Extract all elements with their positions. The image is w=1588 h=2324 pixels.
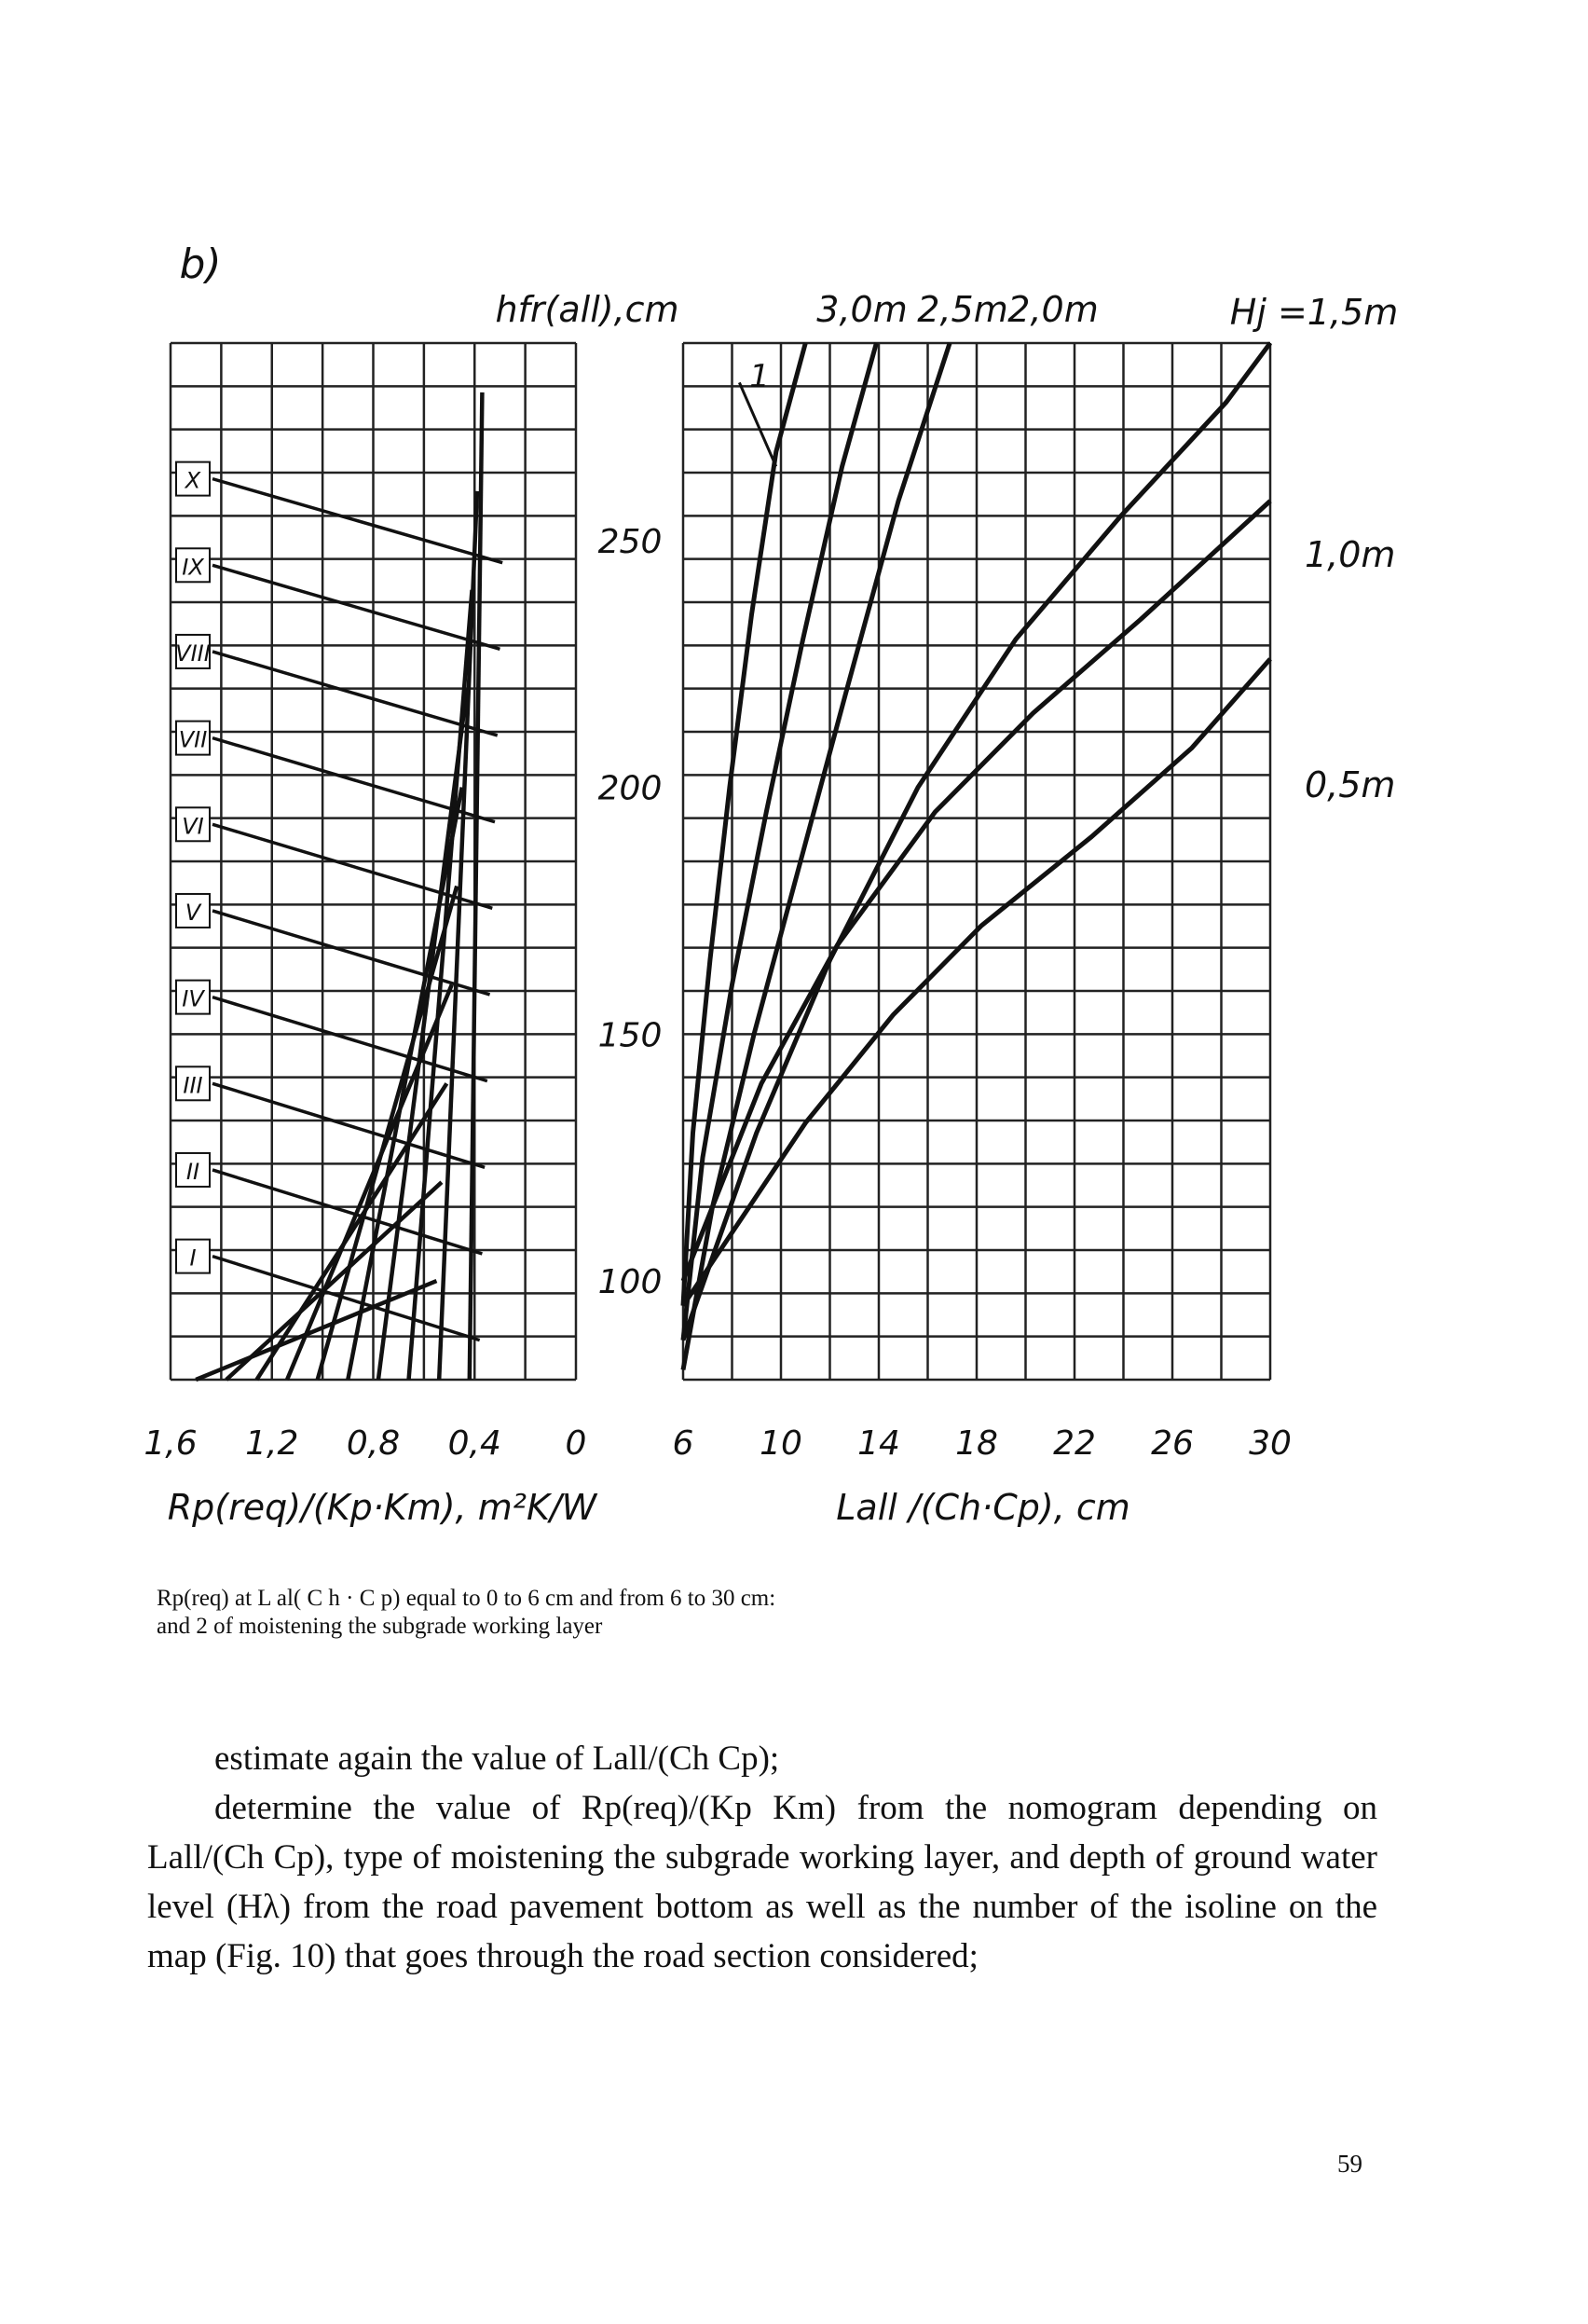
caption-line-1: Rp(req) at L al( C h · C p) equal to 0 to 6 cm and from 6 to 30 cm: — [157, 1586, 776, 1611]
center-tick-label: 100 — [597, 1263, 663, 1302]
curve-label-3m: 3,0m — [816, 289, 908, 330]
series-line — [683, 343, 876, 1341]
moistening-line — [212, 479, 502, 563]
curve-label-05m: 0,5m — [1305, 764, 1396, 805]
moistening-line — [212, 1083, 485, 1167]
moistening-label: V — [185, 899, 201, 926]
left-tick-label: 0,8 — [346, 1424, 401, 1463]
left-grid — [171, 343, 576, 1380]
moistening-line — [212, 652, 498, 736]
left-x-axis-title: Rp(req)/(Kp·Km), m²K/W — [167, 1487, 597, 1528]
left-panel-lines — [175, 392, 502, 1380]
moistening-label: I — [189, 1245, 197, 1272]
center-axis-title: hfr(all),cm — [495, 289, 679, 330]
moistening-label: VII — [178, 726, 208, 753]
body-text — [147, 1734, 1377, 1981]
center-tick-label: 250 — [597, 522, 663, 561]
page-number: 59 — [1337, 2150, 1362, 2178]
moistening-label: III — [183, 1072, 203, 1099]
curve-label-2-5m: 2,5m — [917, 289, 1008, 330]
right-tick-label: 30 — [1249, 1424, 1292, 1463]
moistening-label: IV — [182, 985, 204, 1012]
moistening-label: IX — [182, 554, 204, 581]
right-x-axis-title: Lall /(Ch·Cp), cm — [836, 1487, 1130, 1528]
paragraph-1: estimate again the value of Lall/(Ch Cp); — [214, 1740, 780, 1778]
moistening-line — [212, 997, 487, 1081]
curve-label-hj: Hj =1,5m — [1229, 292, 1399, 333]
curve-label-1: 1 — [749, 358, 770, 395]
moistening-label: VIII — [175, 639, 211, 667]
moistening-label: X — [185, 467, 201, 494]
left-tick-label: 0,4 — [447, 1424, 501, 1463]
panel-label: b) — [179, 241, 222, 288]
moistening-line — [212, 565, 500, 649]
right-tick-label: 18 — [955, 1424, 998, 1463]
right-tick-label: 14 — [857, 1424, 900, 1463]
moistening-label: VI — [182, 813, 204, 840]
curve-label-2m: 2,0m — [1007, 289, 1099, 330]
caption-line-2: and 2 of moistening the subgrade working layer — [157, 1614, 603, 1639]
left-tick-label: 1,6 — [144, 1424, 198, 1463]
moistening-label: II — [185, 1158, 200, 1185]
center-tick-label: 150 — [597, 1016, 663, 1055]
right-tick-label: 10 — [760, 1424, 802, 1463]
figure-caption — [157, 1585, 1387, 1641]
left-tick-label: 1,2 — [245, 1424, 299, 1463]
right-tick-label: 26 — [1151, 1424, 1194, 1463]
center-tick-label: 200 — [597, 769, 663, 808]
moistening-line — [212, 738, 495, 822]
curve-label-1m: 1,0m — [1305, 534, 1396, 575]
right-tick-label: 22 — [1053, 1424, 1096, 1463]
left-tick-label: 0 — [565, 1424, 587, 1463]
paragraph-2: determine the value of Rp(req)/(Kp Km) from the nomogram depending on Lall/(Ch Cp), type of moistening the subgrade working layer, and depth of ground water level (Hλ) from the road pavement bottom as well as the number of the isoline on the map (Fig. 10) that goes through the road section considered; — [147, 1789, 1377, 1975]
right-tick-label: 6 — [672, 1424, 694, 1463]
